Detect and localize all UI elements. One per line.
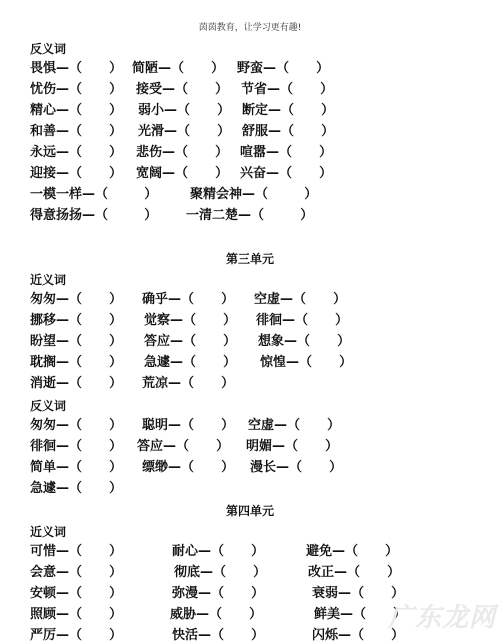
exercise-item: 答应—（ ） (144, 334, 237, 349)
exercise-item: 快活—（ ） (172, 628, 265, 643)
exercise-item: 安顿—（ ） (30, 586, 123, 601)
exercise-item: 威胁—（ ） (170, 607, 263, 622)
exercise-item: 鲜美—（ ） (314, 607, 407, 622)
section-antonyms-1: 反义词 (30, 42, 67, 56)
exercise-item: 明媚—（ ） (246, 439, 339, 454)
exercise-item: 急遽—（ ） (144, 355, 237, 370)
exercise-item: 闪烁—（ ） (312, 628, 405, 643)
exercise-item: 一模一样—（ ） (30, 187, 158, 202)
unit-four-heading: 第四单元 (225, 504, 274, 518)
exercise-item: 弥漫—（ ） (172, 586, 265, 601)
exercise-item: 宽阔—（ ） (136, 166, 229, 181)
section-synonyms-1: 近义词 (30, 273, 67, 287)
exercise-item: 荒凉—（ ） (142, 376, 235, 391)
exercise-item: 缥缈—（ ） (142, 460, 235, 475)
watermark-logo: 广东龙网 (387, 603, 496, 633)
exercise-item: 空虚—（ ） (248, 418, 341, 433)
exercise-item: 可惜—（ ） (30, 544, 123, 559)
exercise-item: 耐心—（ ） (172, 544, 265, 559)
exercise-item: 和善—（ ） (30, 124, 123, 139)
exercise-item: 会意—（ ） (30, 565, 123, 580)
exercise-item: 得意扬扬—（ ） (30, 208, 158, 223)
exercise-item: 聪明—（ ） (142, 418, 235, 433)
exercise-item: 喧嚣—（ ） (240, 145, 333, 160)
section-antonyms-2: 反义词 (30, 399, 67, 413)
exercise-item: 匆匆—（ ） (30, 418, 123, 433)
exercise-item: 挪移—（ ） (30, 313, 123, 328)
exercise-item: 光滑—（ ） (138, 124, 231, 139)
exercise-item: 舒服—（ ） (242, 124, 335, 139)
exercise-item: 断定—（ ） (242, 103, 335, 118)
exercise-item: 永远—（ ） (30, 145, 123, 160)
exercise-item: 答应—（ ） (137, 439, 230, 454)
exercise-item: 确乎—（ ） (142, 292, 235, 307)
exercise-item: 消逝—（ ） (30, 376, 123, 391)
unit-three-heading: 第三单元 (225, 252, 274, 266)
exercise-item: 弱小—（ ） (138, 103, 231, 118)
page-header: 茵茵教育，让学习更有趣! (198, 23, 302, 33)
exercise-item: 徘徊—（ ） (256, 313, 349, 328)
exercise-item: 衰弱—（ ） (312, 586, 405, 601)
exercise-item: 接受—（ ） (136, 82, 229, 97)
exercise-item: 聚精会神—（ ） (190, 187, 318, 202)
exercise-item: 改正—（ ） (308, 565, 401, 580)
exercise-item: 照顾—（ ） (30, 607, 123, 622)
exercise-item: 想象—（ ） (258, 334, 351, 349)
exercise-item: 匆匆—（ ） (30, 292, 123, 307)
exercise-item: 一清二楚—（ ） (186, 208, 314, 223)
exercise-item: 迎接—（ ） (30, 166, 123, 181)
exercise-item: 严厉—（ ） (30, 628, 123, 643)
exercise-item: 野蛮—（ ） (237, 61, 330, 76)
exercise-item: 简陋—（ ） (132, 61, 225, 76)
exercise-item: 兴奋—（ ） (240, 166, 333, 181)
exercise-item: 精心—（ ） (30, 103, 123, 118)
exercise-item: 避免—（ ） (306, 544, 399, 559)
exercise-item: 耽搁—（ ） (30, 355, 123, 370)
exercise-item: 惊惶—（ ） (260, 355, 353, 370)
exercise-item: 简单—（ ） (30, 460, 123, 475)
exercise-item: 空虚—（ ） (254, 292, 347, 307)
exercise-item: 漫长—（ ） (250, 460, 343, 475)
exercise-item: 觉察—（ ） (144, 313, 237, 328)
exercise-item: 节省—（ ） (241, 82, 334, 97)
exercise-item: 彻底—（ ） (174, 565, 267, 580)
exercise-item: 忧伤—（ ） (30, 82, 123, 97)
exercise-item: 急遽—（ ） (30, 481, 123, 496)
exercise-item: 盼望—（ ） (30, 334, 123, 349)
exercise-item: 悲伤—（ ） (136, 145, 229, 160)
exercise-item: 徘徊—（ ） (30, 439, 123, 454)
exercise-item: 畏惧—（ ） (30, 61, 123, 76)
section-synonyms-2: 近义词 (30, 525, 67, 539)
